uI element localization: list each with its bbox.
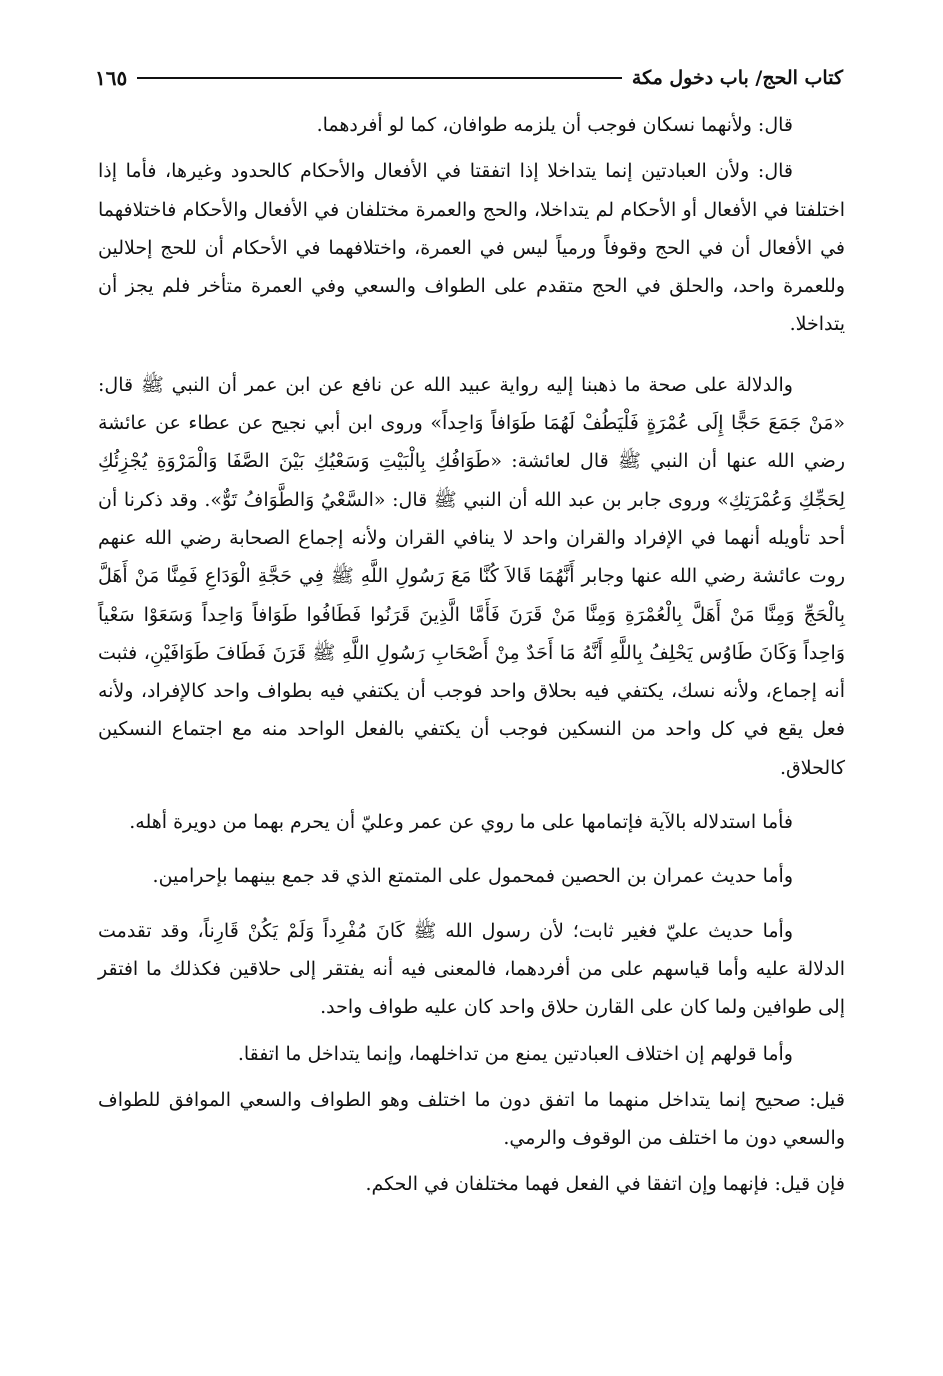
page-number: ١٦٥ (95, 66, 128, 90)
paragraph: قال: ولأن العبادتين إنما يتداخلا إذا اتفقتا في الأفعال والأحكام كالحدود وغيرها، فأما إذا اختلفتا في الأفعال أو الأحكام لم يتداخلا، والحج والعمرة مختلفان في الأفعال والأحكام فاختلافهما في الأفعال أن في الحج وقوفاً ورمياً ليس في العمرة، واختلافهما في الأحكام أن للحج إحلالين وللعمرة واحد، والحلق في الحج متقدم على الطواف والسعي وفي العمرة متأخر فلم يجز أن يتداخلا. (98, 160, 845, 336)
chapter-title: كتاب الحج/ باب دخول مكة (631, 67, 843, 89)
paragraph: فأما استدلاله بالآية فإتمامها على ما روي عن عمر وعليّ أن يحرم بهما من دويرة أهله. (129, 811, 793, 834)
paragraph: وأما حديث عمران بن الحصين فمحمول على المتمتع الذي قد جمع بينهما بإحرامين. (152, 865, 793, 888)
header-rule (137, 77, 622, 79)
paragraph: والدلالة على صحة ما ذهبنا إليه رواية عبيد الله عن نافع عن ابن عمر أن النبي ﷺ قال: «مَنْ جَمَعَ حَجًّا إِلَى عُمْرَةٍ فَلْيَطُفْ لَهُمَا طَوَافاً وَاحِداً» وروى ابن أبي نجيح عن عطاء عن عائشة رضي الله عنها أن النبي ﷺ قال لعائشة: «طَوَافُكِ بِالْبَيْتِ وَسَعْيُكِ بَيْنَ الصَّفَا وَالْمَرْوَةِ يُجْزِئُكِ لِحَجِّكِ وَعُمْرَتِكِ» وروى جابر بن عبد الله أن النبي ﷺ قال: «السَّعْيُ وَالطَّوَافُ تَوٌّ». وقد ذكرنا أن أحد تأويله أنهما في الإفراد والقران واحد لا ينافي القران ولأنه إجماع الصحابة رضي الله عنهم روت عائشة رضي الله عنها وجابر أَنَّهُمَا قَالاَ كُنَّا مَعَ رَسُولِ اللَّهِ ﷺ فِي حَجَّةِ الْوَدَاعِ فَمِنَّا مَنْ أَهَلَّ بِالْحَجِّ وَمِنَّا مَنْ أَهَلَّ بِالْعُمْرَةِ وَمِنَّا مَنْ قَرَنَ فَأَمَّا الَّذِينَ قَرَنُوا فَطَافُوا طَوَافاً وَاحِداً وَسَعَوْا سَعْياً وَاحِداً وَكَانَ طَاوُس يَحْلِفُ بِاللَّهِ أَنَّهُ مَا أَحَدٌ مِنْ أَصْحَابِ رَسُولِ اللَّهِ ﷺ قَرَنَ فَطَافَ طَوَافَيْنِ، فثبت أنه إجماع، ولأنه نسك، يكتفي فيه بحلاق واحد فوجب أن يكتفي فيه بطواف واحد كالإفراد، ولأنه فعل يقع في كل واحد من النسكين فوجب أن يكتفي بالفعل الواحد منه مع اجتماع النسكين كالحلاق. (98, 373, 845, 779)
paragraph: وأما قولهم إن اختلاف العبادتين يمنع من تداخلهما، وإنما يتداخل ما اتفقا. (237, 1042, 793, 1065)
running-header (95, 58, 843, 98)
paragraph: فإن قيل: فإنهما وإن اتفقا في الفعل فهما مختلفان في الحكم. (365, 1173, 845, 1196)
text-body (98, 106, 845, 1204)
paragraph: قال: ولأنهما نسكان فوجب أن يلزمه طوافان، كما لو أفردهما. (316, 114, 793, 136)
paragraph: وأما حديث عليّ فغير ثابت؛ لأن رسول الله ﷺ كَانَ مُفْرِداً وَلَمْ يَكُنْ قَارِناً، وقد تقدمت الدلالة عليه وأما قياسهم على من أفردهما، فالمعنى فيه أنه يفتقر إلى حلاقين فكذلك ما افتقر إلى طوافين ولما كان على القارن حلاق واحد كان عليه طواف واحد. (98, 919, 845, 1019)
paragraph: قيل: صحيح إنما يتداخل منهما ما اتفق دون ما اختلف وهو الطواف والسعي الموافق للطواف والسعي دون ما اختلف من الوقوف والرمي. (98, 1088, 845, 1150)
